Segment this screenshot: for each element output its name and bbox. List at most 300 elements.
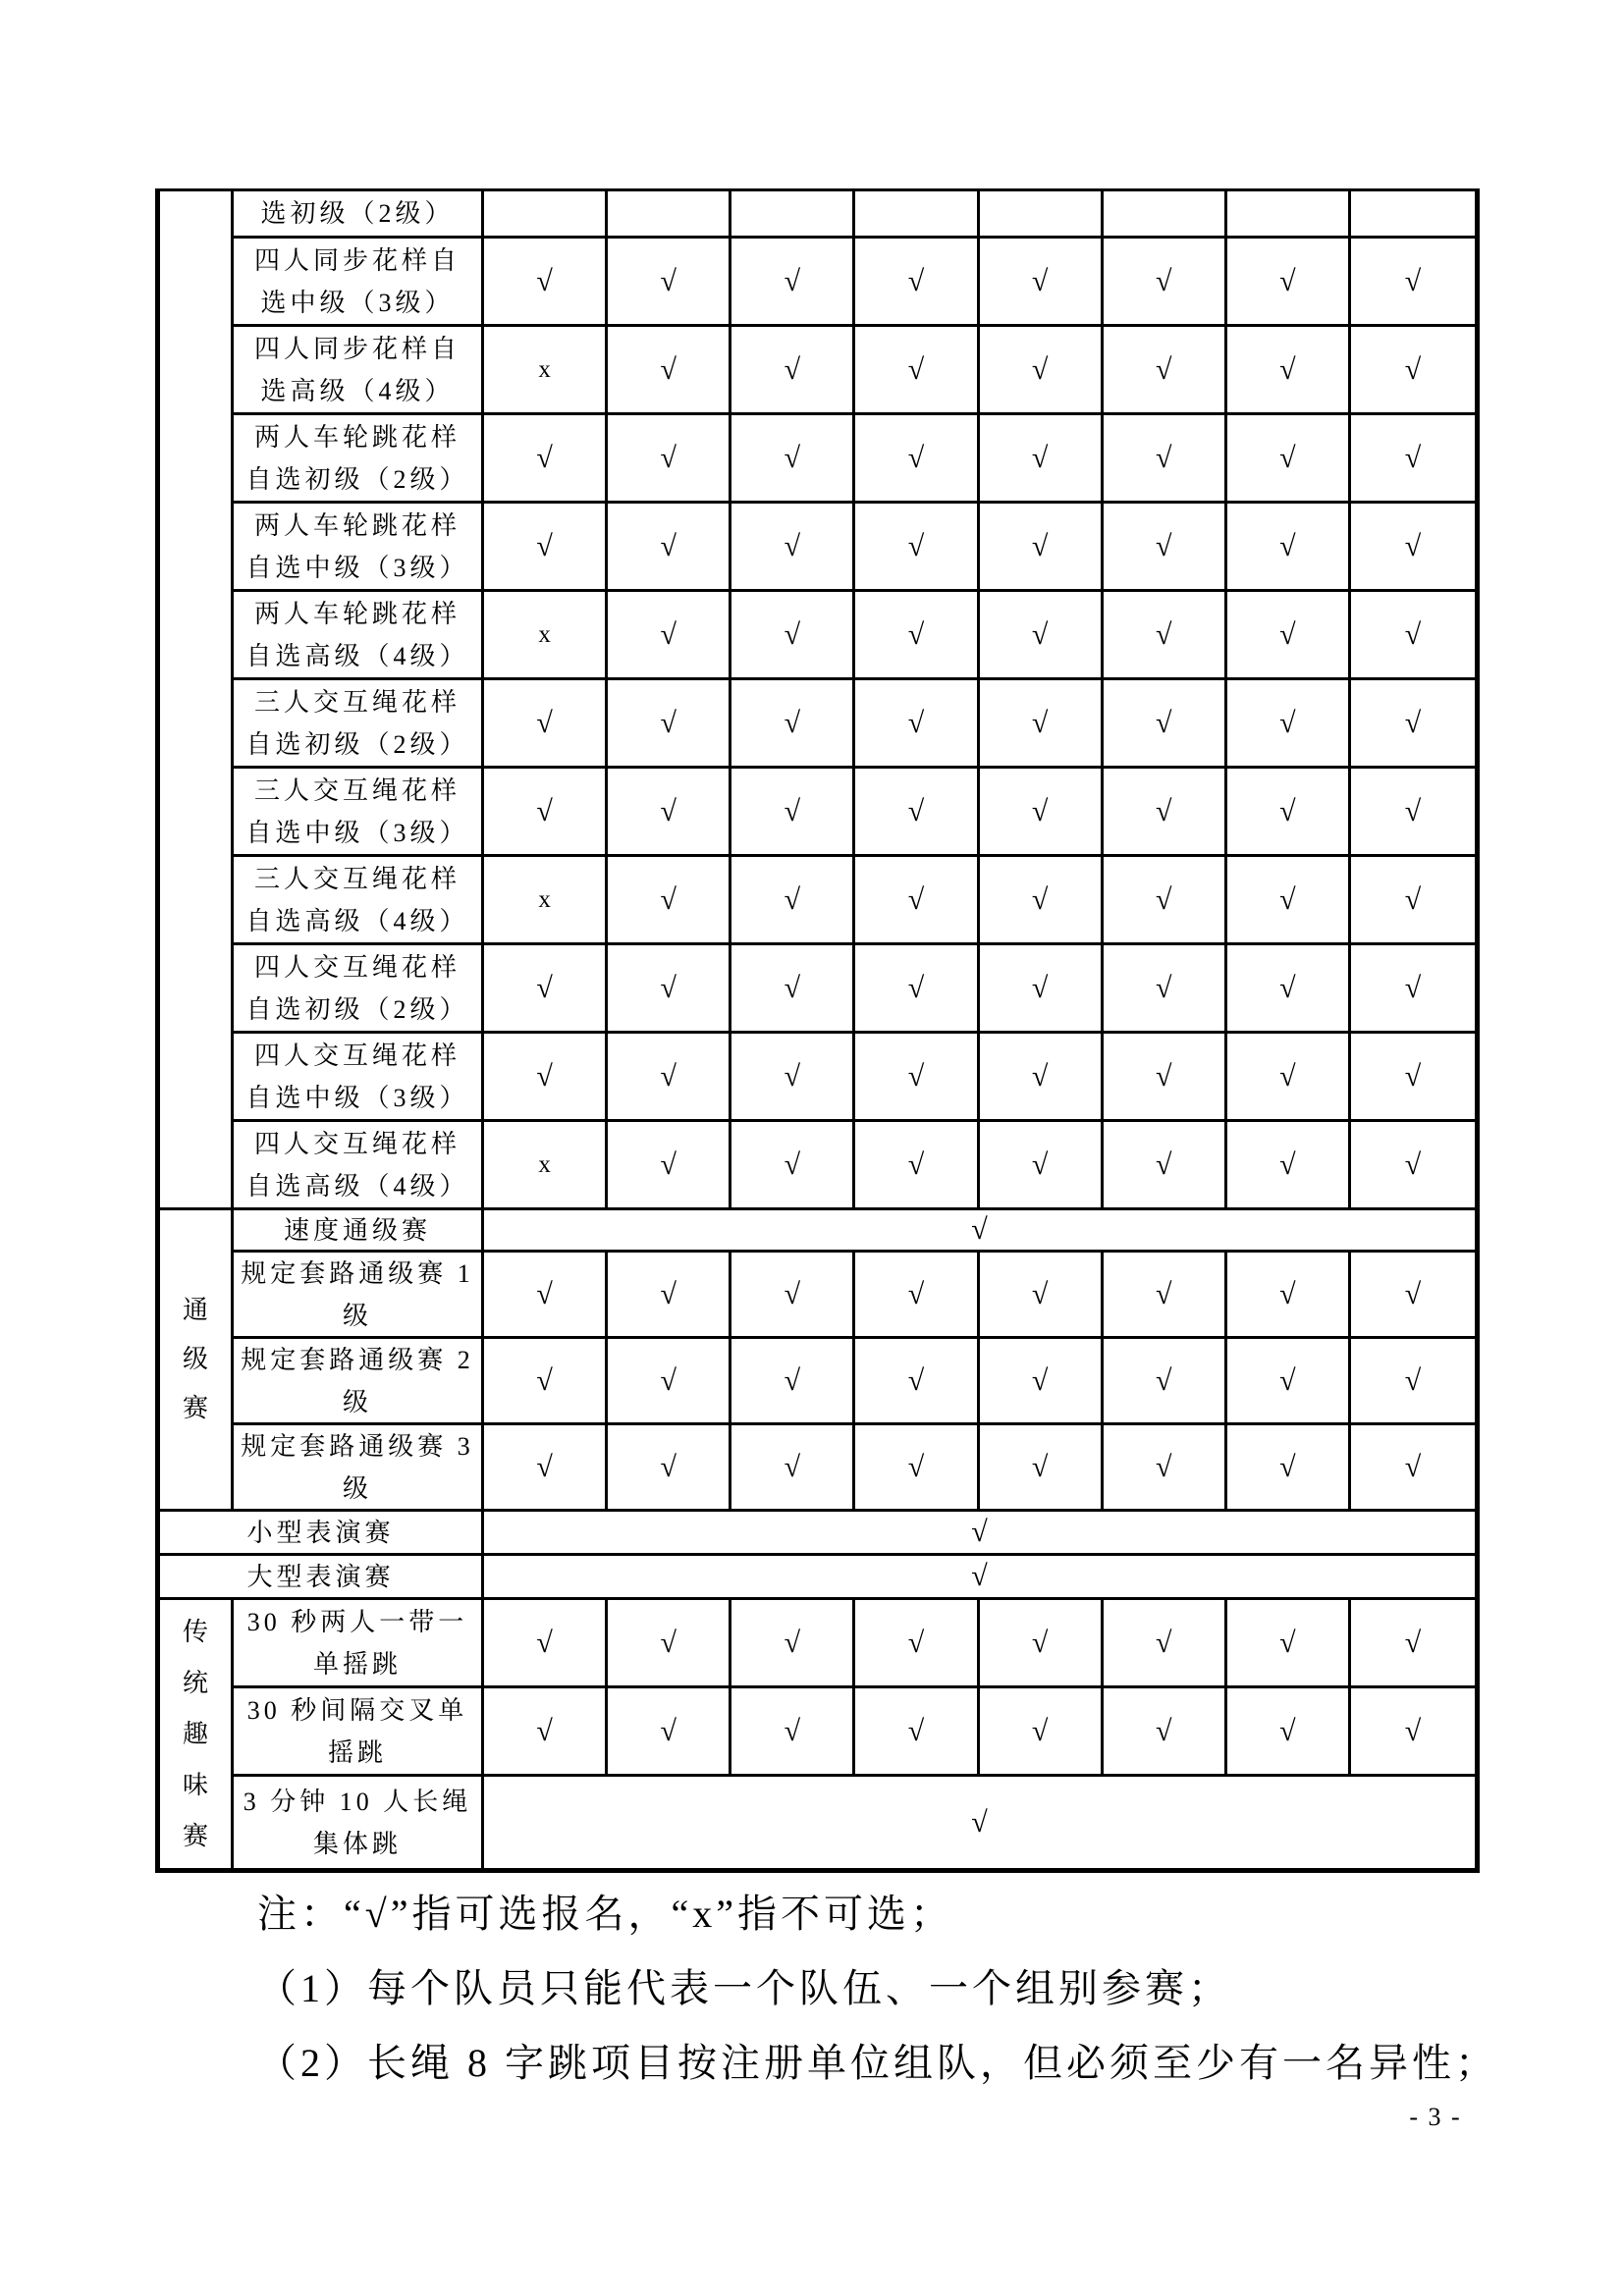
check-mark: √ (1155, 971, 1172, 1004)
event-name-cell (234, 1210, 484, 1253)
mark-cell (1227, 680, 1351, 769)
event-label-line: 摇跳 (327, 1737, 387, 1767)
mark-cell (731, 239, 855, 327)
check-mark: √ (536, 1059, 553, 1093)
mark-cell (1351, 1122, 1475, 1210)
mark-cell (731, 680, 855, 769)
event-label-line: 四人交互绳花样 (253, 952, 460, 982)
mark-cell (855, 680, 979, 769)
mark-cell (608, 504, 731, 592)
check-mark: √ (1155, 352, 1172, 386)
check-mark: √ (907, 1277, 925, 1310)
competition-events-table (155, 188, 1480, 1873)
event-label-line: 单摇跳 (312, 1649, 402, 1679)
event-name-cell (234, 1034, 484, 1122)
event-name-cell (234, 1425, 484, 1512)
mark-cell (484, 1034, 608, 1122)
mark-cell (1227, 1425, 1351, 1512)
merged-mark-cell (484, 1512, 1475, 1556)
event-name-cell (234, 415, 484, 504)
mark-cell (608, 1253, 731, 1339)
mark-cell (608, 680, 731, 769)
event-label-line: 选中级（3级） (260, 288, 455, 317)
mark-cell (1104, 504, 1227, 592)
mark-cell (731, 1034, 855, 1122)
check-mark: √ (971, 1516, 988, 1548)
mark-cell (1104, 1034, 1227, 1122)
check-mark: √ (660, 264, 677, 297)
event-label-line: 四人同步花样自 (253, 334, 460, 363)
mark-cell (980, 327, 1104, 415)
mark-cell (1351, 415, 1475, 504)
mark-cell (855, 945, 979, 1034)
check-mark: √ (660, 529, 677, 562)
mark-cell (980, 415, 1104, 504)
check-mark: √ (536, 971, 553, 1004)
merged-mark-cell (484, 1210, 1475, 1253)
mark-cell (484, 239, 608, 327)
check-mark: √ (536, 706, 553, 739)
mark-cell (484, 1688, 608, 1777)
cross-mark: x (538, 620, 551, 648)
mark-cell (484, 1425, 608, 1512)
check-mark: √ (907, 352, 925, 386)
event-label-line: 两人车轮跳花样 (253, 599, 460, 628)
check-mark: √ (1279, 794, 1296, 828)
mark-cell (855, 1688, 979, 1777)
check-mark: √ (784, 706, 801, 739)
check-mark: √ (1404, 1626, 1422, 1659)
mark-cell (1104, 1339, 1227, 1425)
event-label-line: 四人交互绳花样 (253, 1041, 460, 1070)
mark-cell (980, 592, 1104, 680)
mark-cell (731, 1122, 855, 1210)
mark-cell (1227, 415, 1351, 504)
check-mark: √ (1279, 264, 1296, 297)
event-name-cell (234, 327, 484, 415)
check-mark: √ (784, 1363, 801, 1397)
event-name-cell (234, 504, 484, 592)
check-mark: √ (1155, 1277, 1172, 1310)
check-mark: √ (907, 1450, 925, 1483)
check-mark: √ (907, 529, 925, 562)
check-mark: √ (784, 971, 801, 1004)
check-mark: √ (784, 441, 801, 474)
event-label-line: 速度通级赛 (283, 1215, 431, 1245)
check-mark: √ (784, 1626, 801, 1659)
check-mark: √ (907, 794, 925, 828)
check-mark: √ (536, 794, 553, 828)
check-mark: √ (1031, 706, 1049, 739)
page-number: - 3 - (1409, 2103, 1462, 2131)
mark-cell (980, 857, 1104, 945)
mark-cell (1104, 680, 1227, 769)
mark-cell (608, 1688, 731, 1777)
mark-cell (731, 857, 855, 945)
event-label-line: 自选初级（2级） (245, 994, 469, 1024)
mark-cell (731, 769, 855, 857)
check-mark: √ (1279, 971, 1296, 1004)
event-name-cell (234, 1339, 484, 1425)
mark-cell (731, 1688, 855, 1777)
mark-cell (608, 857, 731, 945)
event-label-line: 自选中级（3级） (245, 818, 469, 847)
mark-cell (484, 504, 608, 592)
check-mark: √ (1404, 1277, 1422, 1310)
mark-cell (1104, 769, 1227, 857)
event-label-line: 级 (342, 1387, 372, 1416)
check-mark: √ (907, 1363, 925, 1397)
mark-cell (1104, 1122, 1227, 1210)
event-name-cell (234, 1600, 484, 1688)
mark-cell (980, 1339, 1104, 1425)
check-mark: √ (1031, 1626, 1049, 1659)
check-mark: √ (907, 971, 925, 1004)
mark-cell (484, 945, 608, 1034)
check-mark: √ (1279, 1363, 1296, 1397)
check-mark: √ (907, 882, 925, 916)
check-mark: √ (1031, 617, 1049, 651)
mark-cell (608, 769, 731, 857)
check-mark: √ (971, 1213, 988, 1246)
mark-cell (980, 945, 1104, 1034)
mark-cell (484, 191, 608, 239)
mark-cell (980, 1688, 1104, 1777)
mark-cell (1351, 769, 1475, 857)
event-name-cell (234, 945, 484, 1034)
check-mark: √ (1279, 617, 1296, 651)
mark-cell (484, 592, 608, 680)
mark-cell (980, 1034, 1104, 1122)
check-mark: √ (660, 882, 677, 916)
mark-cell (1227, 1034, 1351, 1122)
check-mark: √ (1404, 1363, 1422, 1397)
mark-cell (980, 769, 1104, 857)
event-name-cell (234, 857, 484, 945)
mark-cell (980, 1600, 1104, 1688)
mark-cell (1351, 1425, 1475, 1512)
event-label-line: 自选初级（2级） (245, 464, 469, 494)
check-mark: √ (784, 352, 801, 386)
mark-cell (1227, 769, 1351, 857)
event-label-line: 30 秒间隔交叉单 (246, 1695, 468, 1725)
check-mark: √ (660, 617, 677, 651)
event-label-line: 三人交互绳花样 (253, 687, 460, 717)
event-label-line: 级 (342, 1473, 372, 1503)
category-char: 赛 (182, 1394, 208, 1422)
check-mark: √ (1279, 1714, 1296, 1747)
mark-cell (1351, 592, 1475, 680)
mark-cell (484, 769, 608, 857)
check-mark: √ (1155, 1148, 1172, 1181)
check-mark: √ (971, 1560, 988, 1592)
mark-cell (484, 327, 608, 415)
event-label-line: 级 (342, 1301, 372, 1330)
mark-cell (855, 1253, 979, 1339)
check-mark: √ (1031, 1450, 1049, 1483)
mark-cell (1104, 857, 1227, 945)
check-mark: √ (536, 529, 553, 562)
mark-cell (855, 1339, 979, 1425)
check-mark: √ (1031, 1059, 1049, 1093)
event-label-line: 规定套路通级赛 3 (241, 1431, 474, 1461)
notes-block (257, 1877, 1534, 2101)
mark-cell (1351, 1034, 1475, 1122)
check-mark: √ (1279, 441, 1296, 474)
mark-cell (608, 327, 731, 415)
mark-cell (1227, 1688, 1351, 1777)
check-mark: √ (784, 529, 801, 562)
mark-cell (855, 857, 979, 945)
mark-cell (731, 191, 855, 239)
check-mark: √ (1404, 882, 1422, 916)
mark-cell (1351, 857, 1475, 945)
mark-cell (484, 680, 608, 769)
mark-cell (1351, 1339, 1475, 1425)
check-mark: √ (536, 1277, 553, 1310)
event-label-line: 规定套路通级赛 1 (241, 1258, 474, 1288)
check-mark: √ (1031, 1363, 1049, 1397)
check-mark: √ (660, 1059, 677, 1093)
category-char: 赛 (182, 1821, 208, 1850)
note-rule-1: （1）每个队员只能代表一个队伍、一个组别参赛； (257, 1966, 1231, 2010)
check-mark: √ (1155, 264, 1172, 297)
check-mark: √ (1031, 1148, 1049, 1181)
mark-cell (980, 239, 1104, 327)
mark-cell (1227, 1339, 1351, 1425)
mark-cell (1104, 415, 1227, 504)
mark-cell (1227, 592, 1351, 680)
event-label-line: 两人车轮跳花样 (253, 510, 460, 540)
event-label-line: 四人同步花样自 (253, 245, 460, 275)
mark-cell (1104, 191, 1227, 239)
check-mark: √ (1155, 617, 1172, 651)
merged-mark-cell (484, 1777, 1475, 1868)
event-label-line: 大型表演赛 (246, 1562, 395, 1591)
event-label-line: 自选高级（4级） (245, 641, 469, 670)
check-mark: √ (907, 1148, 925, 1181)
check-mark: √ (1031, 882, 1049, 916)
event-label-line: 集体跳 (312, 1829, 402, 1858)
check-mark: √ (1404, 529, 1422, 562)
mark-cell (608, 1600, 731, 1688)
event-label-line: 四人交互绳花样 (253, 1129, 460, 1158)
check-mark: √ (660, 794, 677, 828)
check-mark: √ (660, 1714, 677, 1747)
check-mark: √ (1404, 1450, 1422, 1483)
check-mark: √ (1031, 529, 1049, 562)
event-label-line: 选高级（4级） (260, 376, 455, 405)
category-cell (160, 1210, 234, 1512)
check-mark: √ (1155, 1059, 1172, 1093)
check-mark: √ (907, 1714, 925, 1747)
check-mark: √ (1404, 264, 1422, 297)
category-char: 趣 (182, 1719, 208, 1748)
mark-cell (855, 504, 979, 592)
mark-cell (1104, 1425, 1227, 1512)
mark-cell (608, 1339, 731, 1425)
check-mark: √ (907, 1059, 925, 1093)
check-mark: √ (1155, 1450, 1172, 1483)
mark-cell (1351, 191, 1475, 239)
cross-mark: x (538, 1150, 551, 1178)
mark-cell (980, 680, 1104, 769)
check-mark: √ (1155, 794, 1172, 828)
mark-cell (855, 327, 979, 415)
check-mark: √ (1031, 1714, 1049, 1747)
check-mark: √ (907, 264, 925, 297)
check-mark: √ (660, 352, 677, 386)
check-mark: √ (1155, 441, 1172, 474)
category-char: 传 (182, 1617, 208, 1646)
mark-cell (1351, 1600, 1475, 1688)
full-width-label-cell (160, 1512, 484, 1556)
mark-cell (608, 415, 731, 504)
event-label-line: 选初级（2级） (260, 199, 455, 228)
note-legend: 注：“√”指可选报名，“x”指不可选； (257, 1892, 953, 1936)
category-char: 通 (182, 1296, 208, 1324)
mark-cell (980, 1425, 1104, 1512)
mark-cell (1227, 327, 1351, 415)
cross-mark: x (538, 885, 551, 913)
mark-cell (1227, 1253, 1351, 1339)
event-name-cell (234, 1122, 484, 1210)
check-mark: √ (536, 1450, 553, 1483)
event-label-line: 小型表演赛 (246, 1518, 395, 1547)
check-mark: √ (1279, 706, 1296, 739)
mark-cell (855, 1425, 979, 1512)
check-mark: √ (1404, 971, 1422, 1004)
event-name-cell (234, 1253, 484, 1339)
event-label-line: 3 分钟 10 人长绳 (243, 1787, 472, 1816)
check-mark: √ (536, 264, 553, 297)
check-mark: √ (536, 441, 553, 474)
mark-cell (731, 1253, 855, 1339)
check-mark: √ (660, 1148, 677, 1181)
check-mark: √ (536, 1714, 553, 1747)
mark-cell (731, 327, 855, 415)
check-mark: √ (784, 794, 801, 828)
event-label-line: 30 秒两人一带一 (246, 1607, 468, 1636)
mark-cell (484, 857, 608, 945)
mark-cell (980, 504, 1104, 592)
mark-cell (980, 191, 1104, 239)
mark-cell (484, 1339, 608, 1425)
check-mark: √ (1404, 1148, 1422, 1181)
mark-cell (980, 1122, 1104, 1210)
mark-cell (855, 239, 979, 327)
check-mark: √ (907, 1626, 925, 1659)
check-mark: √ (1404, 441, 1422, 474)
mark-cell (484, 1253, 608, 1339)
check-mark: √ (907, 441, 925, 474)
merged-mark-cell (484, 1556, 1475, 1600)
mark-cell (855, 191, 979, 239)
category-char: 级 (182, 1345, 208, 1373)
check-mark: √ (907, 617, 925, 651)
event-name-cell (234, 191, 484, 239)
mark-cell (731, 504, 855, 592)
event-label-line: 自选高级（4级） (245, 1171, 469, 1201)
event-label-line: 三人交互绳花样 (253, 864, 460, 893)
category-cell (160, 1600, 234, 1868)
check-mark: √ (660, 1450, 677, 1483)
check-mark: √ (660, 1363, 677, 1397)
category-char: 味 (182, 1770, 208, 1799)
check-mark: √ (1279, 529, 1296, 562)
mark-cell (484, 1122, 608, 1210)
mark-cell (855, 415, 979, 504)
mark-cell (1227, 945, 1351, 1034)
mark-cell (1351, 327, 1475, 415)
event-name-cell (234, 680, 484, 769)
mark-cell (608, 1034, 731, 1122)
check-mark: √ (784, 1714, 801, 1747)
check-mark: √ (1279, 882, 1296, 916)
mark-cell (731, 1425, 855, 1512)
mark-cell (608, 1425, 731, 1512)
check-mark: √ (1031, 264, 1049, 297)
check-mark: √ (971, 1805, 988, 1839)
check-mark: √ (1031, 1277, 1049, 1310)
mark-cell (855, 1600, 979, 1688)
mark-cell (1351, 1253, 1475, 1339)
check-mark: √ (660, 706, 677, 739)
mark-cell (1104, 1688, 1227, 1777)
mark-cell (855, 769, 979, 857)
mark-cell (1227, 1122, 1351, 1210)
check-mark: √ (1279, 1148, 1296, 1181)
event-label-line: 两人车轮跳花样 (253, 422, 460, 452)
check-mark: √ (1279, 1277, 1296, 1310)
event-label-line: 自选初级（2级） (245, 729, 469, 759)
check-mark: √ (1404, 352, 1422, 386)
check-mark: √ (1155, 1363, 1172, 1397)
mark-cell (1227, 857, 1351, 945)
check-mark: √ (1031, 441, 1049, 474)
event-name-cell (234, 1688, 484, 1777)
event-name-cell (234, 1777, 484, 1868)
mark-cell (1227, 504, 1351, 592)
check-mark: √ (784, 1450, 801, 1483)
check-mark: √ (1279, 1450, 1296, 1483)
check-mark: √ (1155, 529, 1172, 562)
mark-cell (1104, 239, 1227, 327)
mark-cell (731, 1600, 855, 1688)
check-mark: √ (660, 971, 677, 1004)
mark-cell (484, 415, 608, 504)
check-mark: √ (1279, 352, 1296, 386)
mark-cell (608, 191, 731, 239)
category-char: 统 (182, 1668, 208, 1697)
check-mark: √ (660, 1626, 677, 1659)
mark-cell (855, 1122, 979, 1210)
mark-cell (608, 592, 731, 680)
mark-cell (1351, 945, 1475, 1034)
mark-cell (484, 1600, 608, 1688)
check-mark: √ (1155, 882, 1172, 916)
mark-cell (608, 945, 731, 1034)
check-mark: √ (1279, 1626, 1296, 1659)
check-mark: √ (784, 882, 801, 916)
event-name-cell (234, 592, 484, 680)
check-mark: √ (1404, 617, 1422, 651)
check-mark: √ (907, 706, 925, 739)
mark-cell (855, 592, 979, 680)
check-mark: √ (784, 264, 801, 297)
mark-cell (1104, 945, 1227, 1034)
empty-category-cell (160, 191, 234, 1210)
